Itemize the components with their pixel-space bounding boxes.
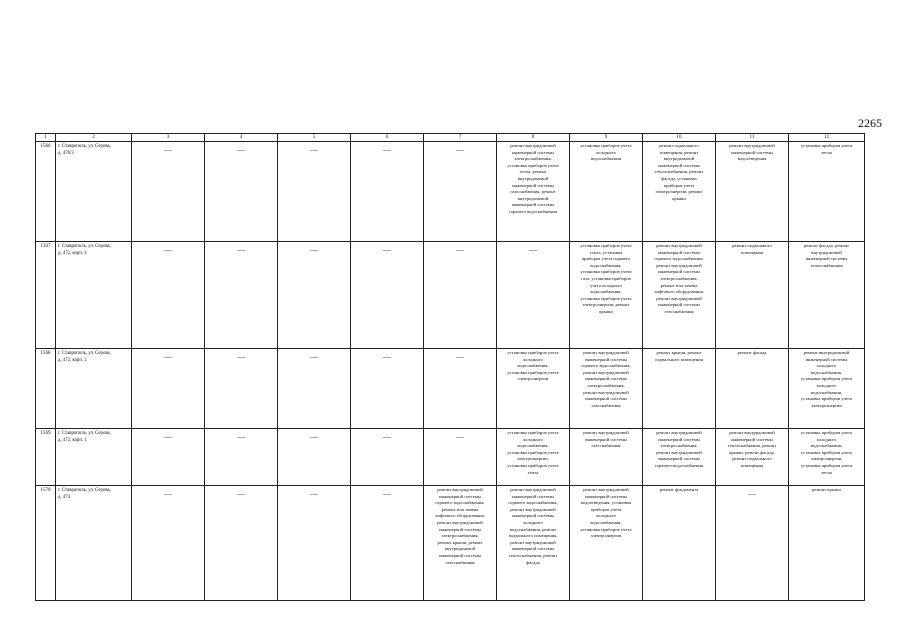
table-cell (716, 349, 789, 429)
table-cell (351, 429, 424, 486)
work-description: установка приборов учета тепла (800, 143, 853, 155)
column-header: 8 (497, 134, 570, 142)
column-header: 12 (789, 134, 865, 142)
work-description: установка приборов учета холодного водоснабжения, установка приборов учета электроэнергии, установка приборов учета тепла (507, 430, 559, 475)
table-cell (424, 429, 497, 486)
work-description: ремонт фундамента (659, 487, 699, 492)
table-cell (424, 242, 497, 349)
address-cell (56, 486, 132, 601)
empty-dash: — (237, 489, 245, 498)
table-cell (497, 242, 570, 349)
table-cell (278, 142, 351, 242)
address-cell (56, 242, 132, 349)
table-cell (716, 429, 789, 486)
empty-dash: — (748, 489, 756, 498)
table-cell (570, 429, 643, 486)
table-cell (351, 142, 424, 242)
row-number: 1566 (40, 144, 51, 149)
table-cell (643, 429, 716, 486)
row-number: 1569 (40, 431, 51, 436)
table-cell (278, 242, 351, 349)
empty-dash: — (237, 145, 245, 154)
work-description: ремонт внутридомовой инженерной системы горячего водоснабжения, ремонт внутридомовой инженерной системы электроснабжения, ремонт внутридомовой инженерной системы газоснабжения (581, 350, 631, 408)
work-description: ремонт внутридомовой инженерной системы водоотведения (729, 143, 775, 162)
work-description: ремонт подвального помещения (732, 243, 772, 255)
table-cell (132, 429, 205, 486)
table-cell (424, 142, 497, 242)
row-number: 1567 (40, 244, 51, 249)
work-description: ремонт внутридомовой инженерной системы холодного водоснабжения, установка приборов учета холодного водоснабжения, установка приборов учета электроэнергии (800, 350, 853, 408)
table-cell (424, 349, 497, 429)
table-row (36, 242, 865, 349)
table-cell (570, 349, 643, 429)
table-cell (570, 486, 643, 601)
work-description: ремонт крыши (812, 487, 841, 492)
table-cell (716, 242, 789, 349)
table-cell (789, 429, 865, 486)
empty-dash: — (383, 145, 391, 154)
work-description: ремонт внутридомовой инженерной системы теплоснабжения, ремонт крыши, ремонт фасада, ремонт подвального помещения (727, 430, 777, 468)
table-cell (570, 242, 643, 349)
column-header: 7 (424, 134, 497, 142)
header-row (36, 134, 865, 142)
empty-dash: — (310, 432, 318, 441)
table-cell (278, 349, 351, 429)
table-row (36, 429, 865, 486)
table-cell (132, 349, 205, 429)
page-number: 2265 (858, 116, 882, 130)
empty-dash: — (383, 352, 391, 361)
column-header: 5 (278, 134, 351, 142)
table-cell (205, 349, 278, 429)
empty-dash: — (383, 489, 391, 498)
empty-dash: — (456, 432, 464, 441)
table-cell (132, 242, 205, 349)
table-cell (789, 142, 865, 242)
column-header: 4 (205, 134, 278, 142)
row-number: 1570 (40, 488, 51, 493)
empty-dash: — (383, 245, 391, 254)
empty-dash: — (310, 145, 318, 154)
work-description: ремонт фасада, ремонт внутридомовой инженерной системы теплоснабжения (804, 243, 849, 268)
row-number-cell (36, 349, 56, 429)
row-number-cell (36, 242, 56, 349)
table-cell (643, 242, 716, 349)
empty-dash: — (237, 432, 245, 441)
empty-dash: — (456, 145, 464, 154)
address-text: г. Ставрополь, ул. Серова, д. 472, корп. 4 (58, 244, 111, 256)
address-cell (56, 349, 132, 429)
empty-dash: — (164, 432, 172, 441)
empty-dash: — (310, 245, 318, 254)
work-description: ремонт внутридомовой инженерной системы электроснабжения, ремонт внутридомовой инженерной системы горячего водоснабжения (654, 430, 704, 468)
table-cell (205, 142, 278, 242)
table-row (36, 142, 865, 242)
table-cell (497, 142, 570, 242)
empty-dash: — (237, 352, 245, 361)
column-header: 1 (36, 134, 56, 142)
address-text: г. Ставрополь, ул. Серова, д. 470/3 (58, 144, 111, 156)
empty-dash: — (164, 245, 172, 254)
work-description: ремонт внутридомовой инженерной системы электроснабжения, установка приборов учета тепла, ремонт внутридомовой инженерной системы газоснабжения, ремонт внутридомовой инженерной системы горячего водоснабжения (507, 143, 559, 214)
row-number-cell (36, 142, 56, 242)
work-description: установка приборов учета холодного водоснабжения, установка приборов учета электроэнергии, установка приборов учета тепла (800, 430, 853, 475)
table-cell (716, 142, 789, 242)
table-cell (351, 486, 424, 601)
table-cell (205, 429, 278, 486)
table-cell (789, 349, 865, 429)
empty-dash: — (164, 489, 172, 498)
work-description: ремонт внутридомовой инженерной системы водоотведения, установка приборов учета холодного водоснабжения, установка приборов учета электроэнергии (580, 487, 632, 539)
table-row (36, 349, 865, 429)
work-description: ремонт внутридомовой инженерной системы газоснабжения (583, 430, 629, 449)
empty-dash: — (310, 352, 318, 361)
table-cell (351, 242, 424, 349)
table-cell (205, 242, 278, 349)
table-cell (789, 242, 865, 349)
work-description: ремонт внутридомовой инженерной системы горячего водоснабжения, ремонт внутридомовой инженерной системы электроснабжения, ремонт или замена лифтового оборудования, ремонт внутридомовой инженерной системы газоснабжения (654, 243, 704, 314)
table-cell (278, 429, 351, 486)
table-row (36, 486, 865, 601)
work-description: установка приборов учета холодного водоснабжения, установка приборов учета электроэнергии (507, 350, 559, 382)
work-description: установка приборов учета холодного водоснабжения (580, 143, 632, 162)
table-cell (205, 486, 278, 601)
table-cell (132, 486, 205, 601)
table-cell (351, 349, 424, 429)
work-description: ремонт крыши, ремонт подвального помещения (655, 350, 703, 362)
row-number-cell (36, 486, 56, 601)
column-header: 9 (570, 134, 643, 142)
table-cell (132, 142, 205, 242)
column-header: 3 (132, 134, 205, 142)
table-cell (424, 486, 497, 601)
column-header: 11 (716, 134, 789, 142)
work-description: ремонт внутридомовой инженерной системы горячего водоснабжения, ремонт внутридомовой инженерной системы холодного водоснабжения, ремонт подвального помещения, ремонт внутридомовой инженерной системы теплоснабжения, ремонт фасада (508, 487, 558, 565)
table-cell (789, 486, 865, 601)
empty-dash: — (456, 352, 464, 361)
address-text: г. Ставрополь, ул. Серова, д. 472, корп. 1 (58, 431, 111, 443)
table-cell (643, 486, 716, 601)
work-description: ремонт подвального помещения, ремонт внутридомовой инженерной системы теплоснабжения, ремонт фасада, установка приборов учета электроэнергии, ремонт крыши (654, 143, 704, 201)
table-cell (497, 429, 570, 486)
empty-dash: — (164, 145, 172, 154)
address-cell (56, 142, 132, 242)
works-table (35, 133, 865, 601)
table-cell (716, 486, 789, 601)
empty-dash: — (456, 245, 464, 254)
address-text: г. Ставрополь, ул. Серова, д. 472, корп. 2 (58, 351, 111, 363)
table-cell (570, 142, 643, 242)
table-cell (497, 349, 570, 429)
table-cell (497, 486, 570, 601)
work-description: ремонт фасада (737, 350, 767, 355)
work-description: ремонт внутридомовой инженерной системы горячего водоснабжения, ремонт или замена лифтового оборудования, ремонт внутридомовой инженерной системы электроснабжения, ремонт крыши, ремонт внутридомовой инженерной системы газоснабжения (435, 487, 485, 565)
work-description: установка приборов учета тепла, установка приборов учета горячего водоснабжения, установка приборов учета газа, установка приборов учета холодного водоснабжения, установка приборов учета электроэнергии, ремонт крыши (580, 243, 632, 314)
table-cell (643, 349, 716, 429)
address-text: г. Ставрополь, ул. Серова, д. 474 (58, 488, 111, 500)
column-header: 2 (56, 134, 132, 142)
column-header: 10 (643, 134, 716, 142)
empty-dash: — (164, 352, 172, 361)
empty-dash: — (383, 432, 391, 441)
row-number: 1568 (40, 351, 51, 356)
table-cell (643, 142, 716, 242)
empty-dash: — (237, 245, 245, 254)
table-cell (278, 486, 351, 601)
address-cell (56, 429, 132, 486)
empty-dash: — (529, 245, 537, 254)
column-header: 6 (351, 134, 424, 142)
row-number-cell (36, 429, 56, 486)
empty-dash: — (310, 489, 318, 498)
